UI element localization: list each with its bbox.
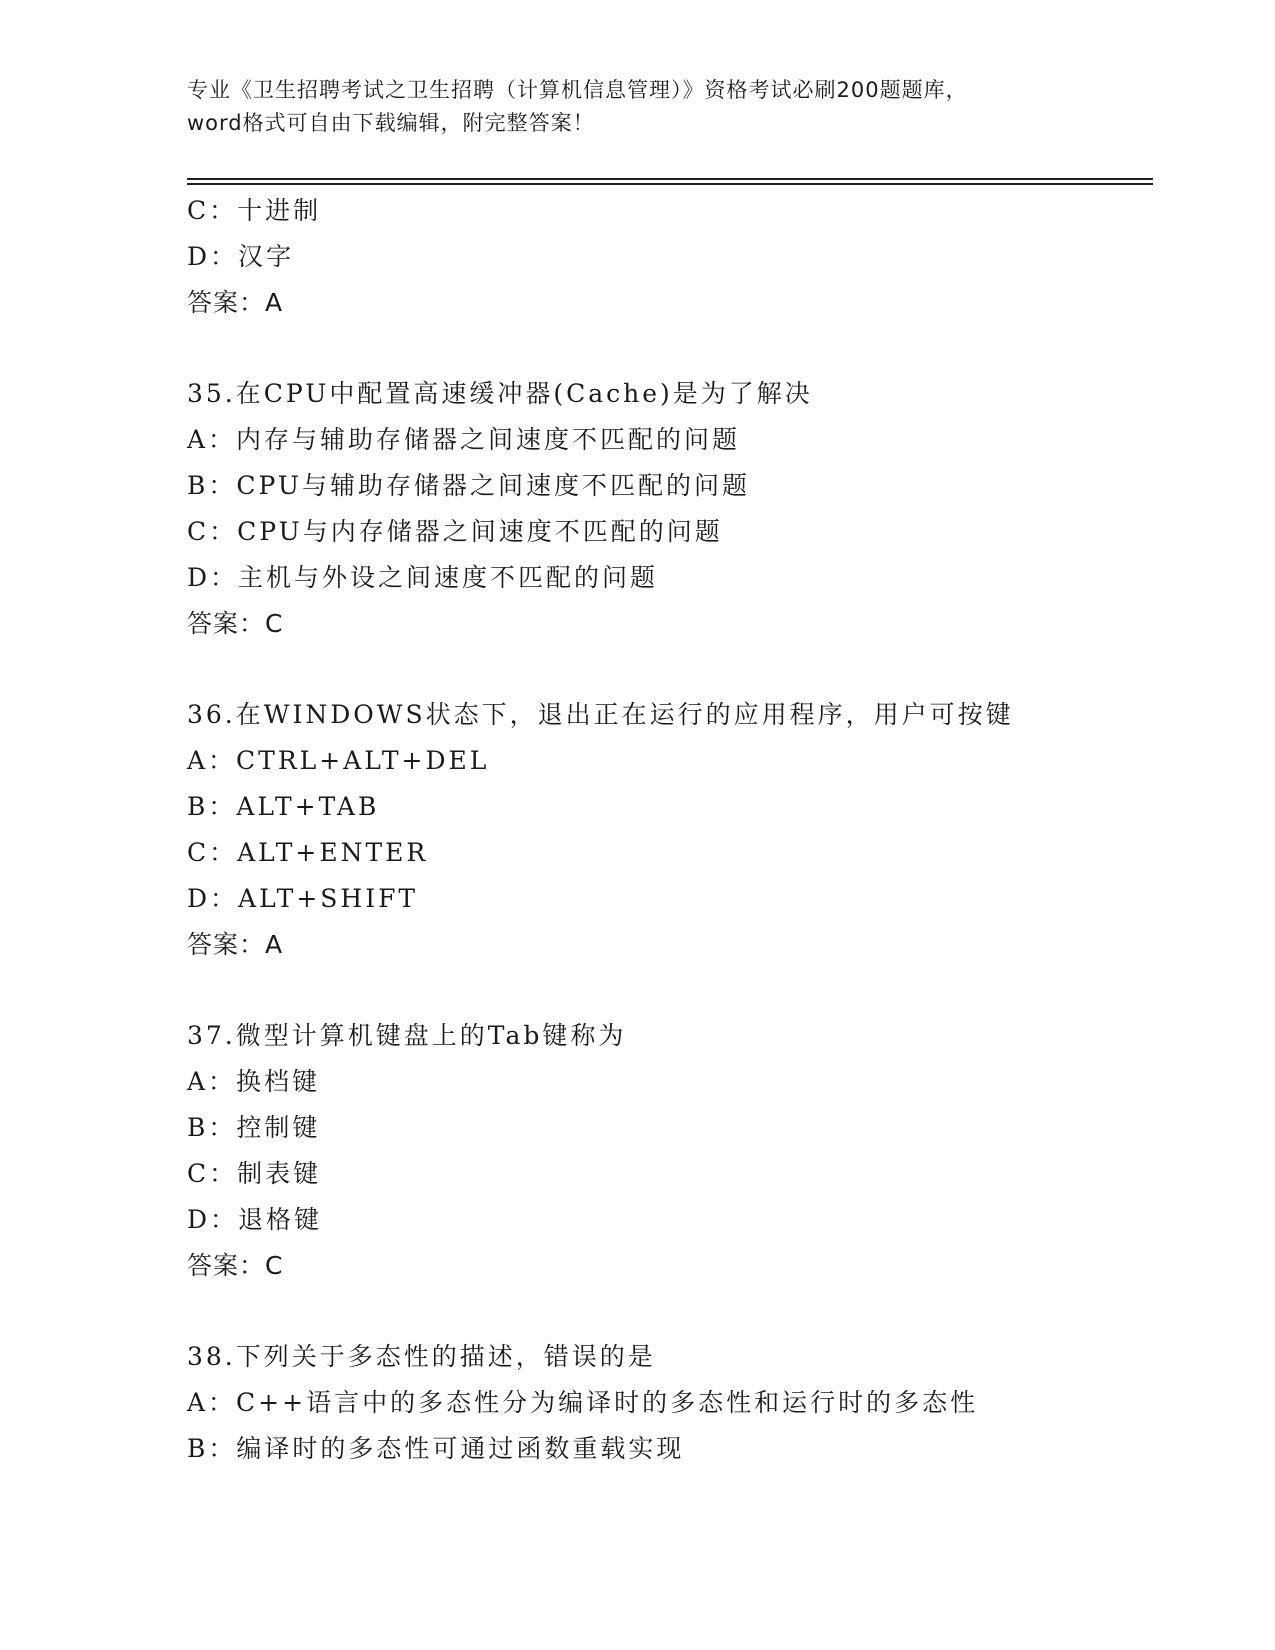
header-rule-top bbox=[187, 178, 1153, 180]
document-header bbox=[187, 74, 1087, 140]
question-gap bbox=[187, 968, 1147, 1013]
q34-answer: 答案：A bbox=[187, 288, 284, 317]
q37-option-d: D：退格键 bbox=[187, 1205, 323, 1234]
q37-answer: 答案：C bbox=[187, 1251, 284, 1280]
q36-option-c: C：ALT+ENTER bbox=[187, 838, 429, 867]
question-gap bbox=[187, 326, 1147, 371]
q35-option-b: B：CPU与辅助存储器之间速度不匹配的问题 bbox=[187, 471, 750, 500]
q36-stem: 36.在WINDOWS状态下，退出正在运行的应用程序，用户可按键 bbox=[187, 700, 1014, 729]
q38-stem: 38.下列关于多态性的描述，错误的是 bbox=[187, 1342, 656, 1371]
q38-option-b: B：编译时的多态性可通过函数重载实现 bbox=[187, 1434, 685, 1463]
header-line-1: 专业《卫生招聘考试之卫生招聘（计算机信息管理）》资格考试必刷200题题库， bbox=[187, 78, 968, 102]
q36-option-a: A：CTRL+ALT+DEL bbox=[187, 746, 490, 775]
q37-option-b: B：控制键 bbox=[187, 1113, 321, 1142]
q34-option-c: C：十进制 bbox=[187, 196, 322, 225]
q37-option-c: C：制表键 bbox=[187, 1159, 322, 1188]
q37-stem: 37.微型计算机键盘上的Tab键称为 bbox=[187, 1021, 627, 1050]
question-gap bbox=[187, 647, 1147, 692]
q34-option-d: D：汉字 bbox=[187, 242, 295, 271]
q36-answer: 答案：A bbox=[187, 930, 284, 959]
question-list bbox=[187, 188, 1147, 1472]
q36-option-d: D：ALT+SHIFT bbox=[187, 884, 419, 913]
q35-option-c: C：CPU与内存储器之间速度不匹配的问题 bbox=[187, 517, 723, 546]
q35-option-d: D：主机与外设之间速度不匹配的问题 bbox=[187, 563, 659, 592]
q38-option-a: A：C++语言中的多态性分为编译时的多态性和运行时的多态性 bbox=[187, 1388, 979, 1417]
q37-option-a: A：换档键 bbox=[187, 1067, 321, 1096]
header-line-2: word格式可自由下载编辑，附完整答案！ bbox=[187, 111, 595, 135]
q36-option-b: B：ALT+TAB bbox=[187, 792, 380, 821]
q35-answer: 答案：C bbox=[187, 609, 284, 638]
q35-option-a: A：内存与辅助存储器之间速度不匹配的问题 bbox=[187, 425, 741, 454]
header-rule-bottom bbox=[187, 183, 1153, 185]
q35-stem: 35.在CPU中配置高速缓冲器(Cache)是为了解决 bbox=[187, 379, 813, 408]
question-gap bbox=[187, 1289, 1147, 1334]
